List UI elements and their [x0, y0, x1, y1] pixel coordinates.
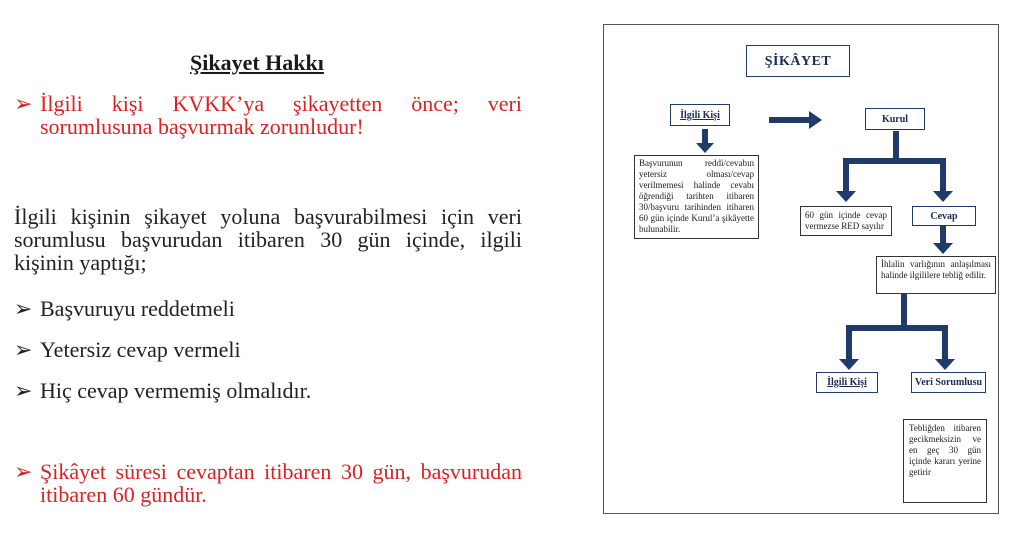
list-item-text: Yetersiz cevap vermeli	[40, 337, 241, 362]
final-bullet	[14, 460, 522, 506]
application-note-box: Başvurunun reddi/cevabın yetersiz olması/cevap verilmemesi halinde cevabı öğrendiği tarihten itibaren 30/başvuru tarihinden itibaren 60 gün içinde Kurul’a şikâyette bulunabilir.	[634, 155, 759, 239]
violation-note-box: İhlalin varlığının anlaşılması halinde ilgililere tebliğ edilir.	[876, 256, 996, 294]
down-arrow-icon	[836, 158, 856, 202]
kurul-box: Kurul	[865, 108, 925, 130]
list-item	[14, 338, 241, 361]
complaint-flow-diagram	[603, 24, 999, 514]
requirement-paragraph: İlgili kişinin şikayet yoluna başvurabilmesi için veri sorumlusu başvurudan itibaren 30 gün içinde, ilgili kişinin yaptığı;	[14, 204, 522, 275]
down-arrow-icon	[696, 129, 714, 153]
down-arrow-icon	[933, 158, 953, 202]
cevap-box: Cevap	[912, 206, 976, 226]
section-title: Şikayet Hakkı	[190, 50, 324, 75]
arrow-bullet-icon: ➢	[14, 378, 33, 403]
list-item	[14, 379, 311, 402]
veri-sorumlusu-box: Veri Sorumlusu	[911, 372, 986, 393]
final-bullet-text: Şikâyet süresi cevaptan itibaren 30 gün, başvurudan itibaren 60 gündür.	[40, 459, 522, 507]
ilgili-kisi-box: İlgili Kişi	[670, 104, 730, 126]
ilgili-kisi-result-box: İlgili Kişi	[816, 372, 878, 393]
list-item-text: Hiç cevap vermemiş olmalıdır.	[40, 378, 312, 403]
rejection-note-box: 60 gün içinde cevap vermezse RED sayılır	[800, 206, 892, 236]
arrow-bullet-icon: ➢	[14, 296, 33, 321]
down-arrow-icon	[839, 325, 859, 370]
arrow-bullet-icon: ➢	[14, 337, 33, 362]
down-arrow-icon	[935, 325, 955, 370]
intro-bullet-text: İlgili kişi KVKK’ya şikayetten önce; veri sorumlusuna başvurmak zorunludur!	[40, 91, 522, 139]
intro-bullet	[14, 92, 522, 138]
arrow-bullet-icon: ➢	[14, 459, 33, 484]
diagram-title: ŞİKÂYET	[746, 45, 850, 77]
down-arrow-icon	[933, 223, 953, 254]
list-item	[14, 297, 235, 320]
arrow-bullet-icon: ➢	[14, 91, 33, 116]
notification-note-box: Tebliğden itibaren gecikmeksizin ve en geç 30 gün içinde kararı yerine getirir	[903, 419, 987, 503]
list-item-text: Başvuruyu reddetmeli	[40, 296, 235, 321]
right-arrow-icon	[769, 111, 822, 129]
